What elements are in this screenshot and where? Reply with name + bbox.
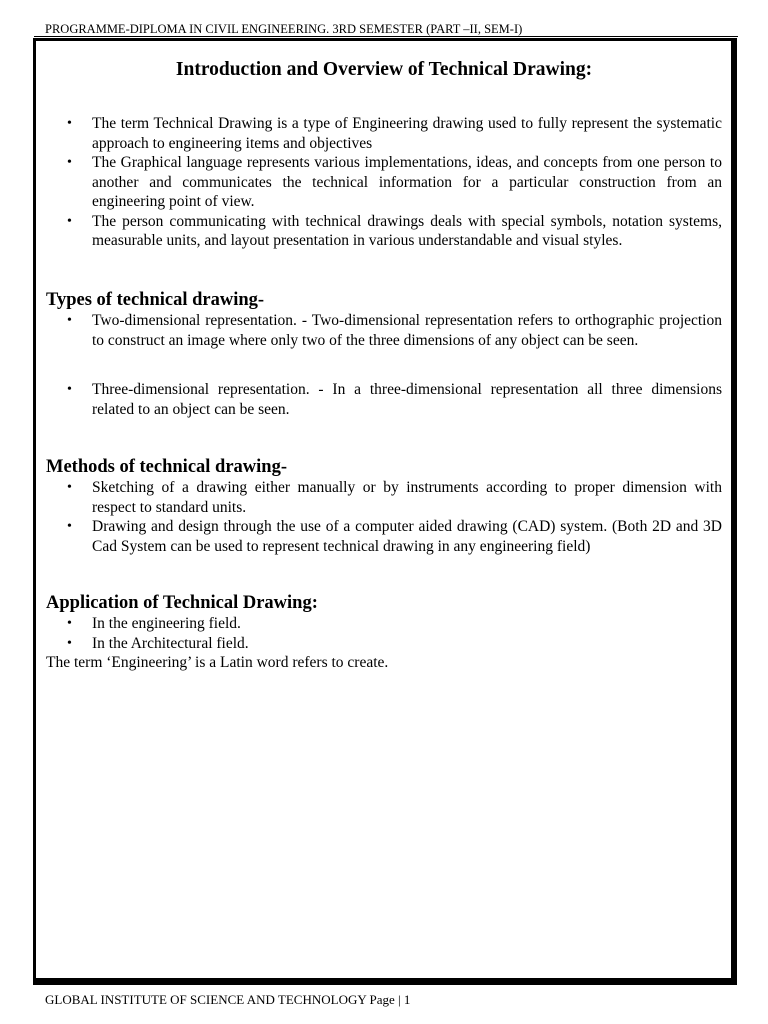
bullet-icon: •: [67, 519, 72, 534]
list-item-text: In the engineering field.: [92, 615, 241, 632]
bullet-icon: •: [67, 213, 72, 229]
list-item-text: The person communicating with technical drawings deals with special symbols, notation systems, measurable units, and layout presentation in various understandable and visual styles.: [92, 212, 722, 249]
list-item-text: The Graphical language represents various implementations, ideas, and concepts from one person to another and communicates the technical information for a particular construction from an engineering point of view.: [92, 154, 722, 210]
list-item-text: Sketching of a drawing either manually or by instruments according to proper dimension with respect to standard units.: [92, 479, 722, 516]
bullet-icon: •: [67, 635, 72, 651]
list-item-text: In the Architectural field.: [92, 634, 249, 652]
list-item: [67, 517, 722, 556]
application-list: [0, 614, 768, 653]
document-title: Introduction and Overview of Technical Drawing:: [175, 59, 593, 80]
list-item: [67, 478, 722, 517]
intro-list: [0, 114, 768, 251]
list-item-text: Two-dimensional representation. - Two-dimensional representation refers to orthographic projection to construct an image where only two of the three dimensions of any object can be seen.: [92, 312, 722, 349]
list-item: [67, 634, 722, 654]
list-item: [67, 114, 722, 153]
header-rule: [34, 36, 738, 37]
list-item: [67, 153, 722, 212]
bullet-icon: •: [67, 382, 72, 397]
bullet-icon: •: [67, 155, 72, 170]
methods-list: [0, 478, 768, 556]
types-list: [0, 311, 768, 419]
application-heading: Application of Technical Drawing:: [46, 593, 318, 613]
list-item: [67, 311, 722, 350]
types-heading: Types of technical drawing-: [46, 290, 265, 310]
page-footer: GLOBAL INSTITUTE OF SCIENCE AND TECHNOLOGY Page | 1: [45, 992, 411, 1007]
bullet-icon: •: [67, 313, 72, 328]
list-item: [67, 614, 722, 634]
bullet-icon: •: [67, 116, 72, 131]
list-item-text: Three-dimensional representation. - In a three-dimensional representation all three dimensions related to an object can be seen.: [92, 381, 722, 418]
list-item-text: Drawing and design through the use of a computer aided drawing (CAD) system. (Both 2D and 3D Cad System can be used to represent technical drawing in any engineering field): [92, 518, 722, 555]
engineering-note: The term ‘Engineering’ is a Latin word refers to create.: [46, 654, 389, 671]
methods-heading: Methods of technical drawing-: [46, 457, 287, 477]
list-item: [67, 380, 722, 419]
bullet-icon: •: [67, 480, 72, 495]
list-item-text: The term Technical Drawing is a type of Engineering drawing used to fully represent the systematic approach to engineering items and objectives: [92, 115, 722, 152]
page-header: PROGRAMME-DIPLOMA IN CIVIL ENGINEERING. 3RD SEMESTER (PART –II, SEM-I): [45, 22, 523, 36]
bullet-icon: •: [67, 616, 72, 631]
list-item: [67, 212, 722, 251]
